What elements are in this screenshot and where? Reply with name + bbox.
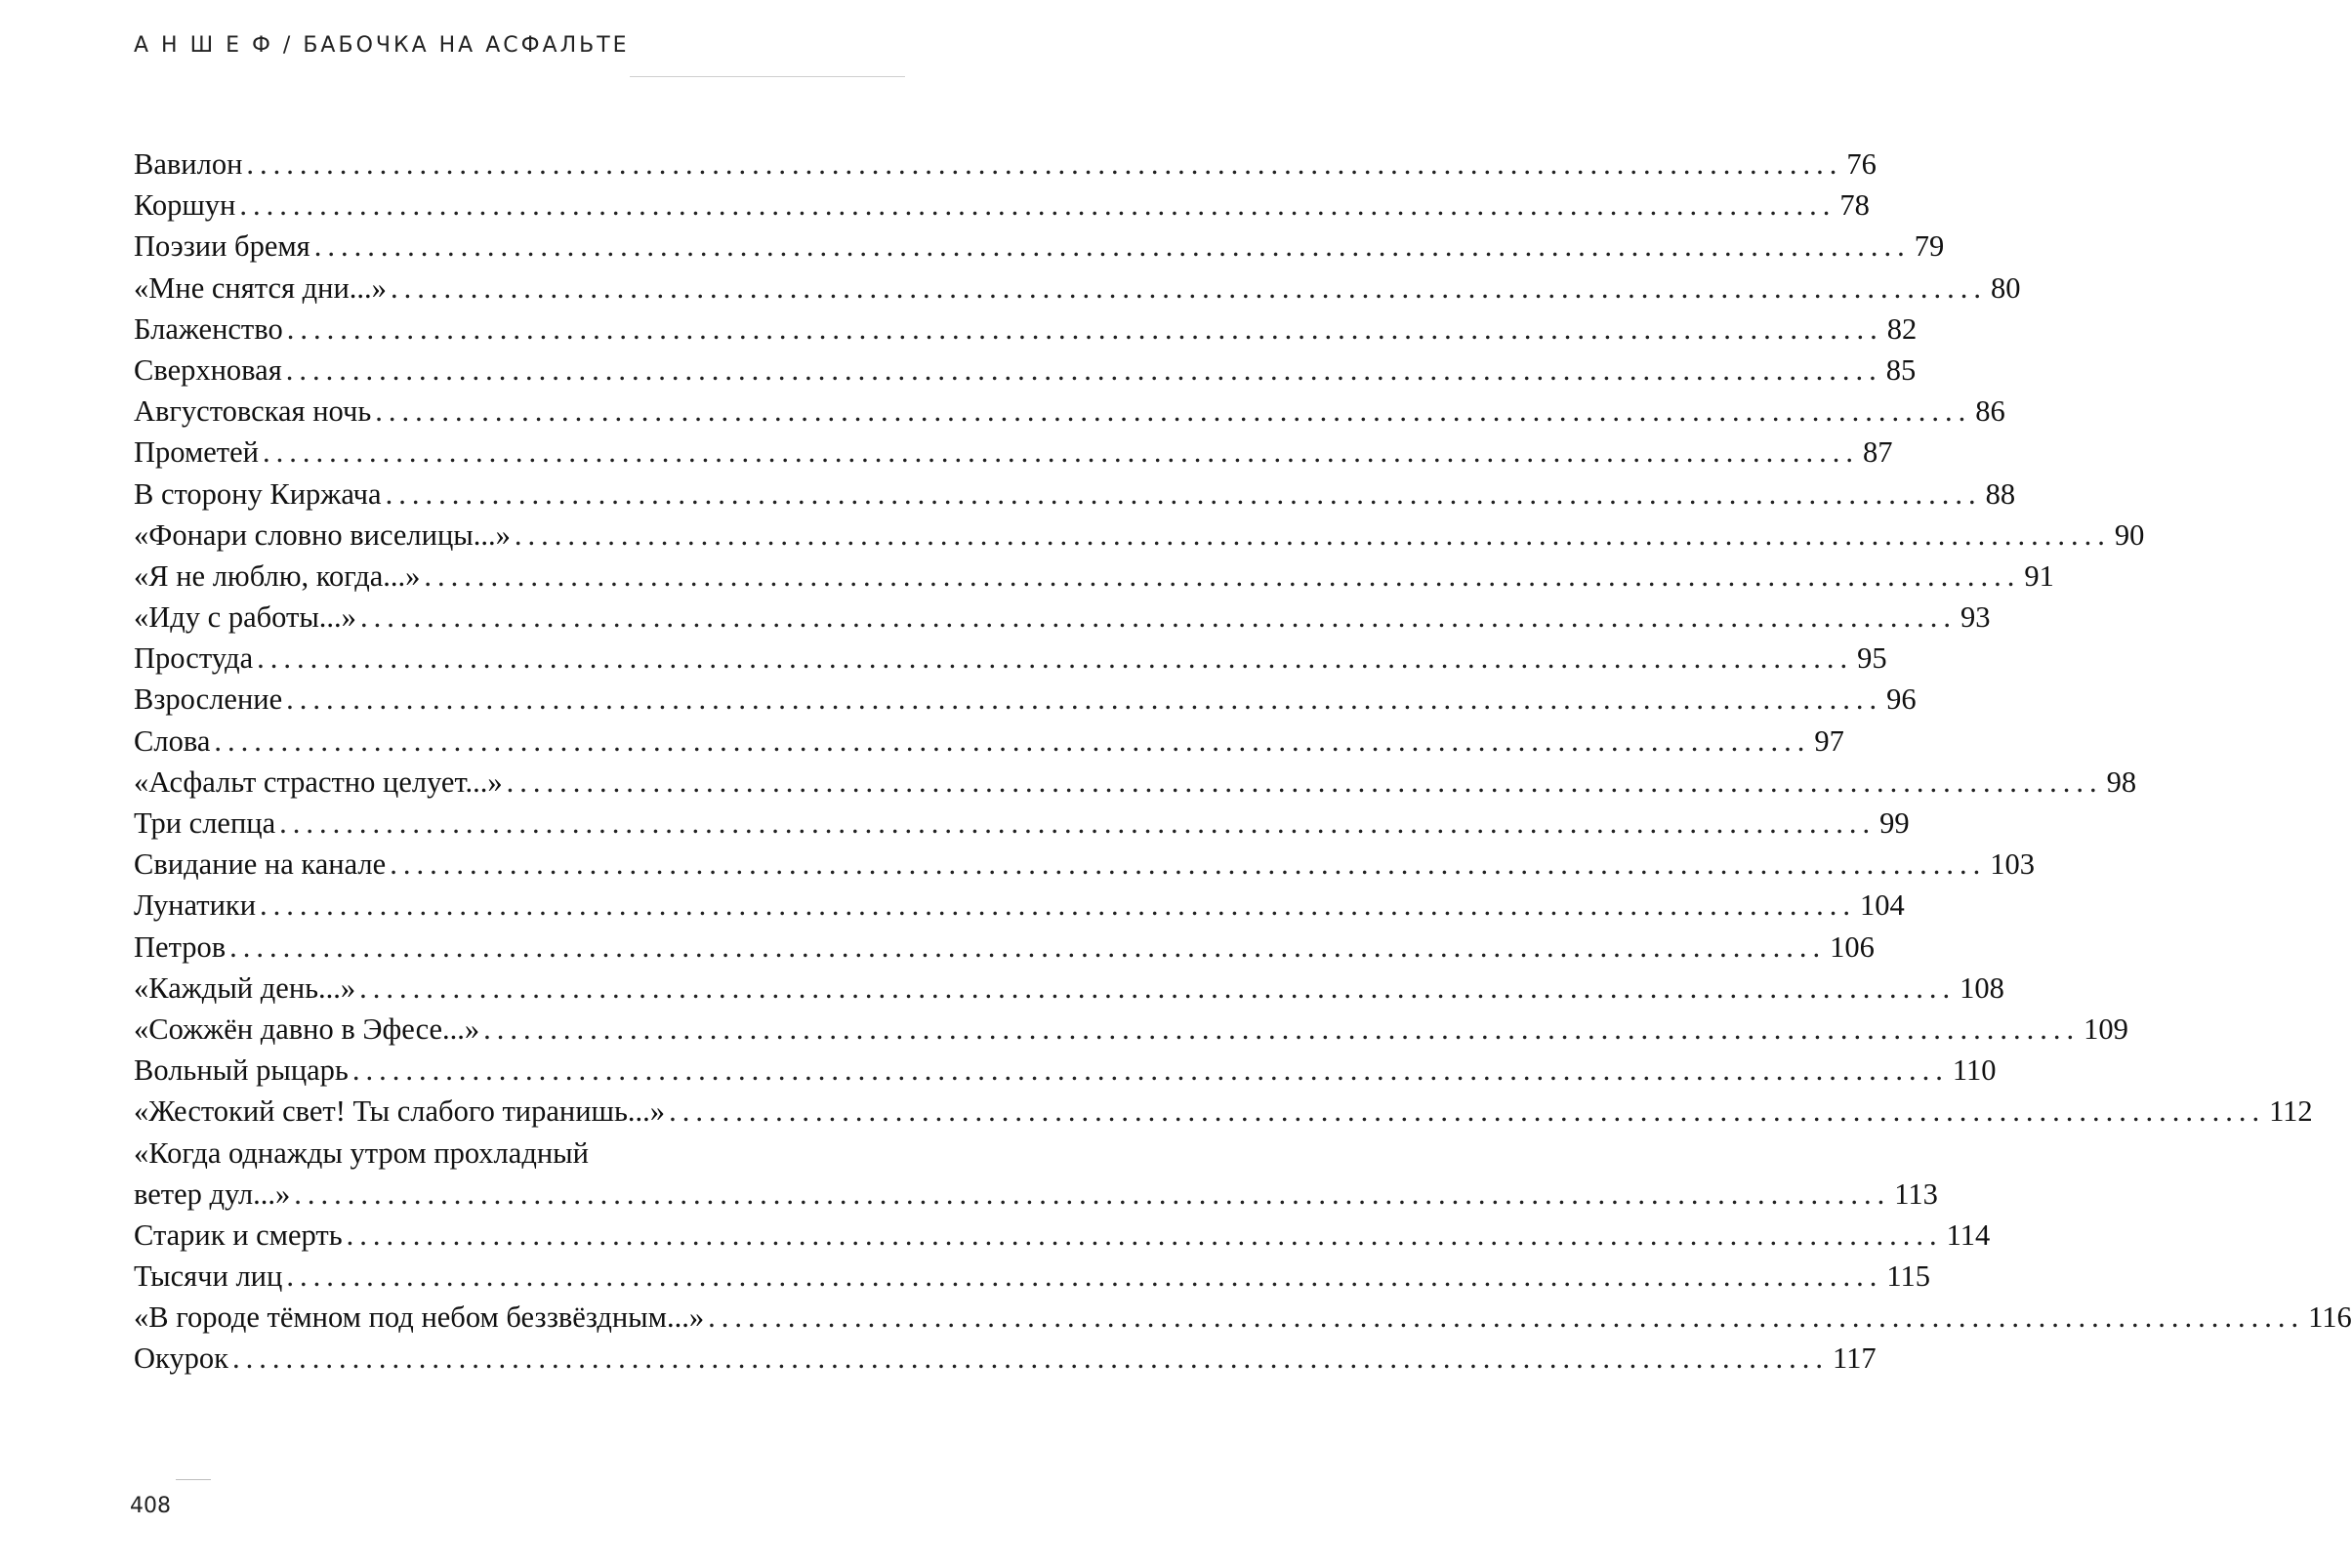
toc-entry-title: «Жестокий свет! Ты слабого тиранишь...» bbox=[134, 1094, 666, 1129]
toc-entry bbox=[134, 1215, 1991, 1256]
toc-entry-page: 99 bbox=[1879, 806, 1910, 840]
toc-entry bbox=[134, 309, 1918, 350]
toc-entry-page: 113 bbox=[1894, 1176, 1938, 1211]
toc-entry-page: 115 bbox=[1886, 1259, 1930, 1294]
toc-entry-title: «Мне снятся дни...» bbox=[134, 270, 387, 305]
dot-leader: ........................................................................................................................ bbox=[229, 929, 1827, 964]
dot-leader: ........................................................................................................................ bbox=[390, 847, 1987, 882]
toc-entry bbox=[134, 1256, 1930, 1297]
toc-entry-page: 82 bbox=[1886, 311, 1918, 346]
toc-entry-title: «В городе тёмном под небом беззвёздным...» bbox=[134, 1300, 705, 1335]
toc-entry bbox=[134, 721, 1844, 762]
toc-entry bbox=[134, 968, 2004, 1009]
header-rule bbox=[630, 76, 905, 77]
toc-entry-title: «Иду с работы...» bbox=[134, 600, 356, 635]
toc-entry-title: Вавилон bbox=[134, 147, 243, 181]
page-number: 408 bbox=[130, 1494, 171, 1518]
toc-entry-page: 95 bbox=[1857, 641, 1887, 676]
toc-entry-page: 90 bbox=[2114, 517, 2145, 552]
toc-entry bbox=[134, 144, 1877, 185]
dot-leader: ........................................................................................................................ bbox=[313, 229, 1911, 264]
dot-leader: ........................................................................................................................ bbox=[390, 270, 1987, 305]
dot-leader: ........................................................................................................................ bbox=[506, 764, 2103, 799]
toc-entry-title: Слова bbox=[134, 723, 211, 758]
toc-entry-title: Свидание на канале bbox=[134, 847, 387, 882]
dot-leader: ........................................................................................................................ bbox=[286, 682, 1883, 717]
toc-entry-page: 117 bbox=[1832, 1341, 1877, 1376]
toc-entry bbox=[134, 432, 1893, 473]
toc-entry-page: 116 bbox=[2308, 1300, 2352, 1335]
toc-entry-page: 108 bbox=[1960, 970, 2004, 1005]
toc-entry-title: Сверхновая bbox=[134, 352, 282, 387]
toc-entry-title: «Каждый день...» bbox=[134, 970, 356, 1005]
dot-leader: ........................................................................................................................ bbox=[424, 558, 2021, 593]
dot-leader: ........................................................................................................................ bbox=[239, 188, 1836, 223]
dot-leader: ........................................................................................................................ bbox=[385, 476, 1982, 511]
toc-entry-page: 112 bbox=[2269, 1094, 2313, 1129]
toc-entry-title: Коршун bbox=[134, 188, 236, 223]
toc-entry bbox=[134, 638, 1887, 679]
dot-leader: ........................................................................................................................ bbox=[294, 1176, 1891, 1211]
toc-entry-title: Августовская ночь bbox=[134, 394, 372, 429]
dot-leader: ........................................................................................................................ bbox=[359, 970, 1957, 1005]
toc-entry bbox=[134, 885, 1905, 926]
toc-entry-title: Лунатики bbox=[134, 888, 257, 923]
toc-entry-title: В сторону Киржача bbox=[134, 476, 382, 511]
toc-entry bbox=[134, 1174, 1938, 1215]
toc-entry-title: «Я не люблю, когда...» bbox=[134, 558, 421, 593]
footer-rule bbox=[176, 1479, 211, 1480]
toc-entry bbox=[134, 679, 1917, 720]
toc-entry bbox=[134, 597, 1991, 638]
dot-leader: ........................................................................................................................ bbox=[286, 311, 1883, 346]
toc-entry-title: Петров bbox=[134, 929, 227, 964]
toc-entry bbox=[134, 1050, 1997, 1091]
toc-entry-page: 103 bbox=[1990, 847, 2035, 882]
toc-entry bbox=[134, 1009, 2128, 1050]
dot-leader: ........................................................................................................................ bbox=[359, 600, 1957, 635]
toc-entry bbox=[134, 391, 2005, 432]
dot-leader: ........................................................................................................................ bbox=[351, 1053, 1949, 1088]
toc-entry-page: 106 bbox=[1830, 929, 1875, 964]
toc-entry-title: Вольный рыцарь bbox=[134, 1053, 349, 1088]
toc-entry-page: 86 bbox=[1975, 394, 2005, 429]
toc-entry bbox=[134, 1091, 2313, 1132]
toc-entry bbox=[134, 1338, 1877, 1379]
toc-entry-title: Блаженство bbox=[134, 311, 283, 346]
dot-leader: ........................................................................................................................ bbox=[483, 1011, 2081, 1046]
dot-leader: ........................................................................................................................ bbox=[708, 1300, 2305, 1335]
toc-entry-page: 76 bbox=[1846, 147, 1877, 181]
toc-entry-title: «Асфальт страстно целует...» bbox=[134, 764, 503, 799]
toc-entry-title: Три слепца bbox=[134, 806, 276, 840]
toc-entry bbox=[134, 844, 2035, 885]
toc-entry-title-line1: «Когда однажды утром прохладный bbox=[134, 1135, 589, 1170]
toc-entry-page: 85 bbox=[1885, 352, 1917, 387]
toc-entry bbox=[134, 350, 1917, 391]
toc-entry bbox=[134, 927, 1875, 968]
toc-entry bbox=[134, 474, 2016, 515]
toc-entry-page: 104 bbox=[1860, 888, 1905, 923]
dot-leader: ........................................................................................................................ bbox=[214, 723, 1811, 758]
toc-entry bbox=[134, 803, 1910, 844]
dot-leader: ........................................................................................................................ bbox=[285, 352, 1882, 387]
dot-leader: ........................................................................................................................ bbox=[669, 1094, 2266, 1129]
toc-entry-page: 78 bbox=[1839, 188, 1870, 223]
toc-entry bbox=[134, 515, 2145, 556]
dot-leader: ........................................................................................................................ bbox=[231, 1341, 1829, 1376]
toc-entry-page: 93 bbox=[1960, 600, 1991, 635]
table-of-contents bbox=[134, 144, 2352, 1380]
dot-leader: ........................................................................................................................ bbox=[257, 641, 1854, 676]
toc-entry bbox=[134, 185, 1870, 226]
toc-entry bbox=[134, 762, 2137, 803]
toc-entry-title: Старик и смерть bbox=[134, 1217, 343, 1252]
toc-entry-page: 79 bbox=[1914, 229, 1945, 264]
toc-entry-page: 110 bbox=[1952, 1053, 1997, 1088]
running-head: А Н Ш Е Ф / БАБОЧКА НА АСФАЛЬТЕ bbox=[134, 33, 630, 58]
toc-entry-title: Тысячи лиц bbox=[134, 1259, 283, 1294]
toc-entry-title: Взросление bbox=[134, 682, 283, 717]
dot-leader: ........................................................................................................................ bbox=[260, 888, 1857, 923]
toc-entry-first-line bbox=[134, 1133, 874, 1174]
toc-entry-page: 98 bbox=[2106, 764, 2137, 799]
dot-leader: ........................................................................................................................ bbox=[286, 1259, 1883, 1294]
dot-leader: ........................................................................................................................ bbox=[262, 435, 1859, 470]
dot-leader: ........................................................................................................................ bbox=[279, 806, 1877, 840]
toc-entry-title: ветер дул...» bbox=[134, 1176, 291, 1211]
toc-entry-page: 88 bbox=[1985, 476, 2016, 511]
toc-entry bbox=[134, 1297, 2352, 1338]
toc-entry-page: 114 bbox=[1946, 1217, 1991, 1252]
toc-entry-page: 91 bbox=[2024, 558, 2054, 593]
dot-leader: ........................................................................................................................ bbox=[375, 394, 1972, 429]
toc-entry-title: «Сожжён давно в Эфесе...» bbox=[134, 1011, 480, 1046]
toc-entry-page: 80 bbox=[1990, 270, 2021, 305]
dot-leader: ........................................................................................................................ bbox=[514, 517, 2111, 552]
toc-entry-page: 97 bbox=[1814, 723, 1844, 758]
toc-entry-title: «Фонари словно виселицы...» bbox=[134, 517, 511, 552]
toc-entry-page: 87 bbox=[1862, 435, 1893, 470]
toc-entry-page: 96 bbox=[1886, 682, 1917, 717]
toc-entry bbox=[134, 268, 2021, 309]
toc-entry-title: Окурок bbox=[134, 1341, 228, 1376]
toc-entry-page: 109 bbox=[2084, 1011, 2128, 1046]
toc-entry bbox=[134, 226, 1945, 267]
toc-entry-title: Прометей bbox=[134, 435, 259, 470]
toc-entry-title: Поэзии бремя bbox=[134, 229, 310, 264]
toc-entry-title: Простуда bbox=[134, 641, 254, 676]
dot-leader: ........................................................................................................................ bbox=[346, 1217, 1943, 1252]
dot-leader: ........................................................................................................................ bbox=[246, 147, 1843, 181]
toc-entry bbox=[134, 556, 2054, 597]
